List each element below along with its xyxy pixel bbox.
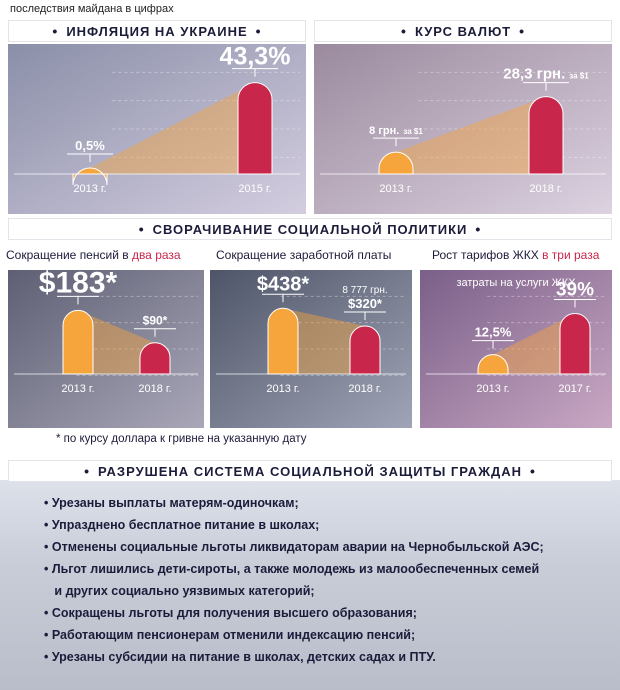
value-label: 28,3 грн. за $1: [503, 65, 589, 83]
category-label: 2013 г.: [266, 383, 300, 395]
section-header-inflation: • ИНФЛЯЦИЯ НА УКРАИНЕ •: [8, 20, 306, 42]
category-label: 2013 г.: [73, 183, 107, 195]
bullet-list: [44, 492, 604, 668]
sub-label: 8 777 грн.: [342, 285, 388, 296]
inflation-chart: [8, 44, 306, 214]
section-header-protection: • РАЗРУШЕНА СИСТЕМА СОЦИАЛЬНОЙ ЗАЩИТЫ ГРАЖДАН •: [8, 460, 612, 482]
bar-2: [350, 326, 380, 374]
footnote: * по курсу доллара к гривне на указанную дату: [56, 433, 307, 445]
bullet-item: • Льгот лишились дети-сироты, а также молодежь из малообеспеченных семей: [44, 562, 540, 576]
category-label: 2018 г.: [529, 183, 563, 195]
section-title-protection: РАЗРУШЕНА СИСТЕМА СОЦИАЛЬНОЙ ЗАЩИТЫ ГРАЖДАН: [98, 463, 522, 479]
section-header-social: • СВОРАЧИВАНИЕ СОЦИАЛЬНОЙ ПОЛИТИКИ •: [8, 218, 612, 240]
bullet-item: • Упразднено бесплатное питание в школах;: [44, 518, 320, 532]
value-label: 43,3%: [219, 42, 291, 71]
bar-2: [529, 97, 563, 174]
value-label: $438*: [256, 273, 310, 296]
currency-chart: [314, 44, 612, 214]
value-label: $183*: [38, 266, 118, 300]
category-label: 2017 г.: [558, 383, 592, 395]
tariffs-subtitle: Рост тарифов ЖКХ в три раза: [432, 248, 600, 262]
bullet-item: • Отменены социальные льготы ликвидаторам аварии на Чернобыльской АЭС;: [44, 540, 544, 554]
bullet-item: • Сокращены льготы для получения высшего образования;: [44, 606, 417, 620]
pensions-subtitle: Сокращение пенсий в два раза: [6, 248, 181, 262]
value-label: $90*: [142, 313, 168, 328]
sub-label: 3 618 грн.: [260, 260, 306, 272]
salary-panel: [210, 260, 412, 428]
value-label-suffix: за $1: [569, 71, 589, 81]
bar-2: [560, 314, 590, 374]
category-label: 2018 г.: [348, 383, 382, 395]
salary-subtitle: Сокращение заработной платы: [216, 248, 392, 262]
currency-panel: [314, 44, 612, 214]
bar-1: [268, 308, 298, 374]
bullet-item: • Урезаны выплаты матерям-одиночкам;: [44, 496, 299, 510]
section-title-currency: КУРС ВАЛЮТ: [414, 23, 512, 39]
bar-2: [238, 83, 272, 174]
salary-chart: [210, 260, 412, 428]
value-label: 12,5%: [474, 324, 512, 340]
category-label: 2015 г.: [238, 183, 272, 195]
pensions-panel: [8, 266, 204, 428]
tariffs-inner-subtitle: затраты на услуги ЖКХ: [456, 277, 576, 289]
page-caption: последствия майдана в цифрах: [10, 3, 174, 15]
section-title-inflation: ИНФЛЯЦИЯ НА УКРАИНЕ: [66, 23, 248, 39]
category-label: 2013 г.: [379, 183, 413, 195]
value-label-suffix: за $1: [403, 127, 423, 137]
bullet-item: и других социально уязвимых категорий;: [44, 584, 315, 598]
section-title-social: СВОРАЧИВАНИЕ СОЦИАЛЬНОЙ ПОЛИТИКИ: [152, 221, 468, 237]
tariffs-panel: [420, 270, 612, 428]
bar-2: [140, 343, 170, 374]
value-label: 39%: [555, 279, 595, 301]
value-label: $320*: [348, 296, 382, 311]
section-header-currency: • КУРС ВАЛЮТ •: [314, 20, 612, 42]
tariffs-chart: [420, 270, 612, 428]
value-label: 8 грн. за $1: [369, 125, 423, 138]
pensions-chart: [8, 266, 204, 428]
category-label: 2018 г.: [138, 383, 172, 395]
category-label: 2013 г.: [61, 383, 95, 395]
value-label: 0,5%: [75, 138, 105, 153]
bullet-item: • Работающим пенсионерам отменили индексацию пенсий;: [44, 628, 416, 642]
bullet-item: • Урезаны субсидии на питание в школах, детских садах и ПТУ.: [44, 650, 436, 664]
category-label: 2013 г.: [476, 383, 510, 395]
bar-1: [63, 310, 93, 374]
inflation-panel: [8, 44, 306, 214]
